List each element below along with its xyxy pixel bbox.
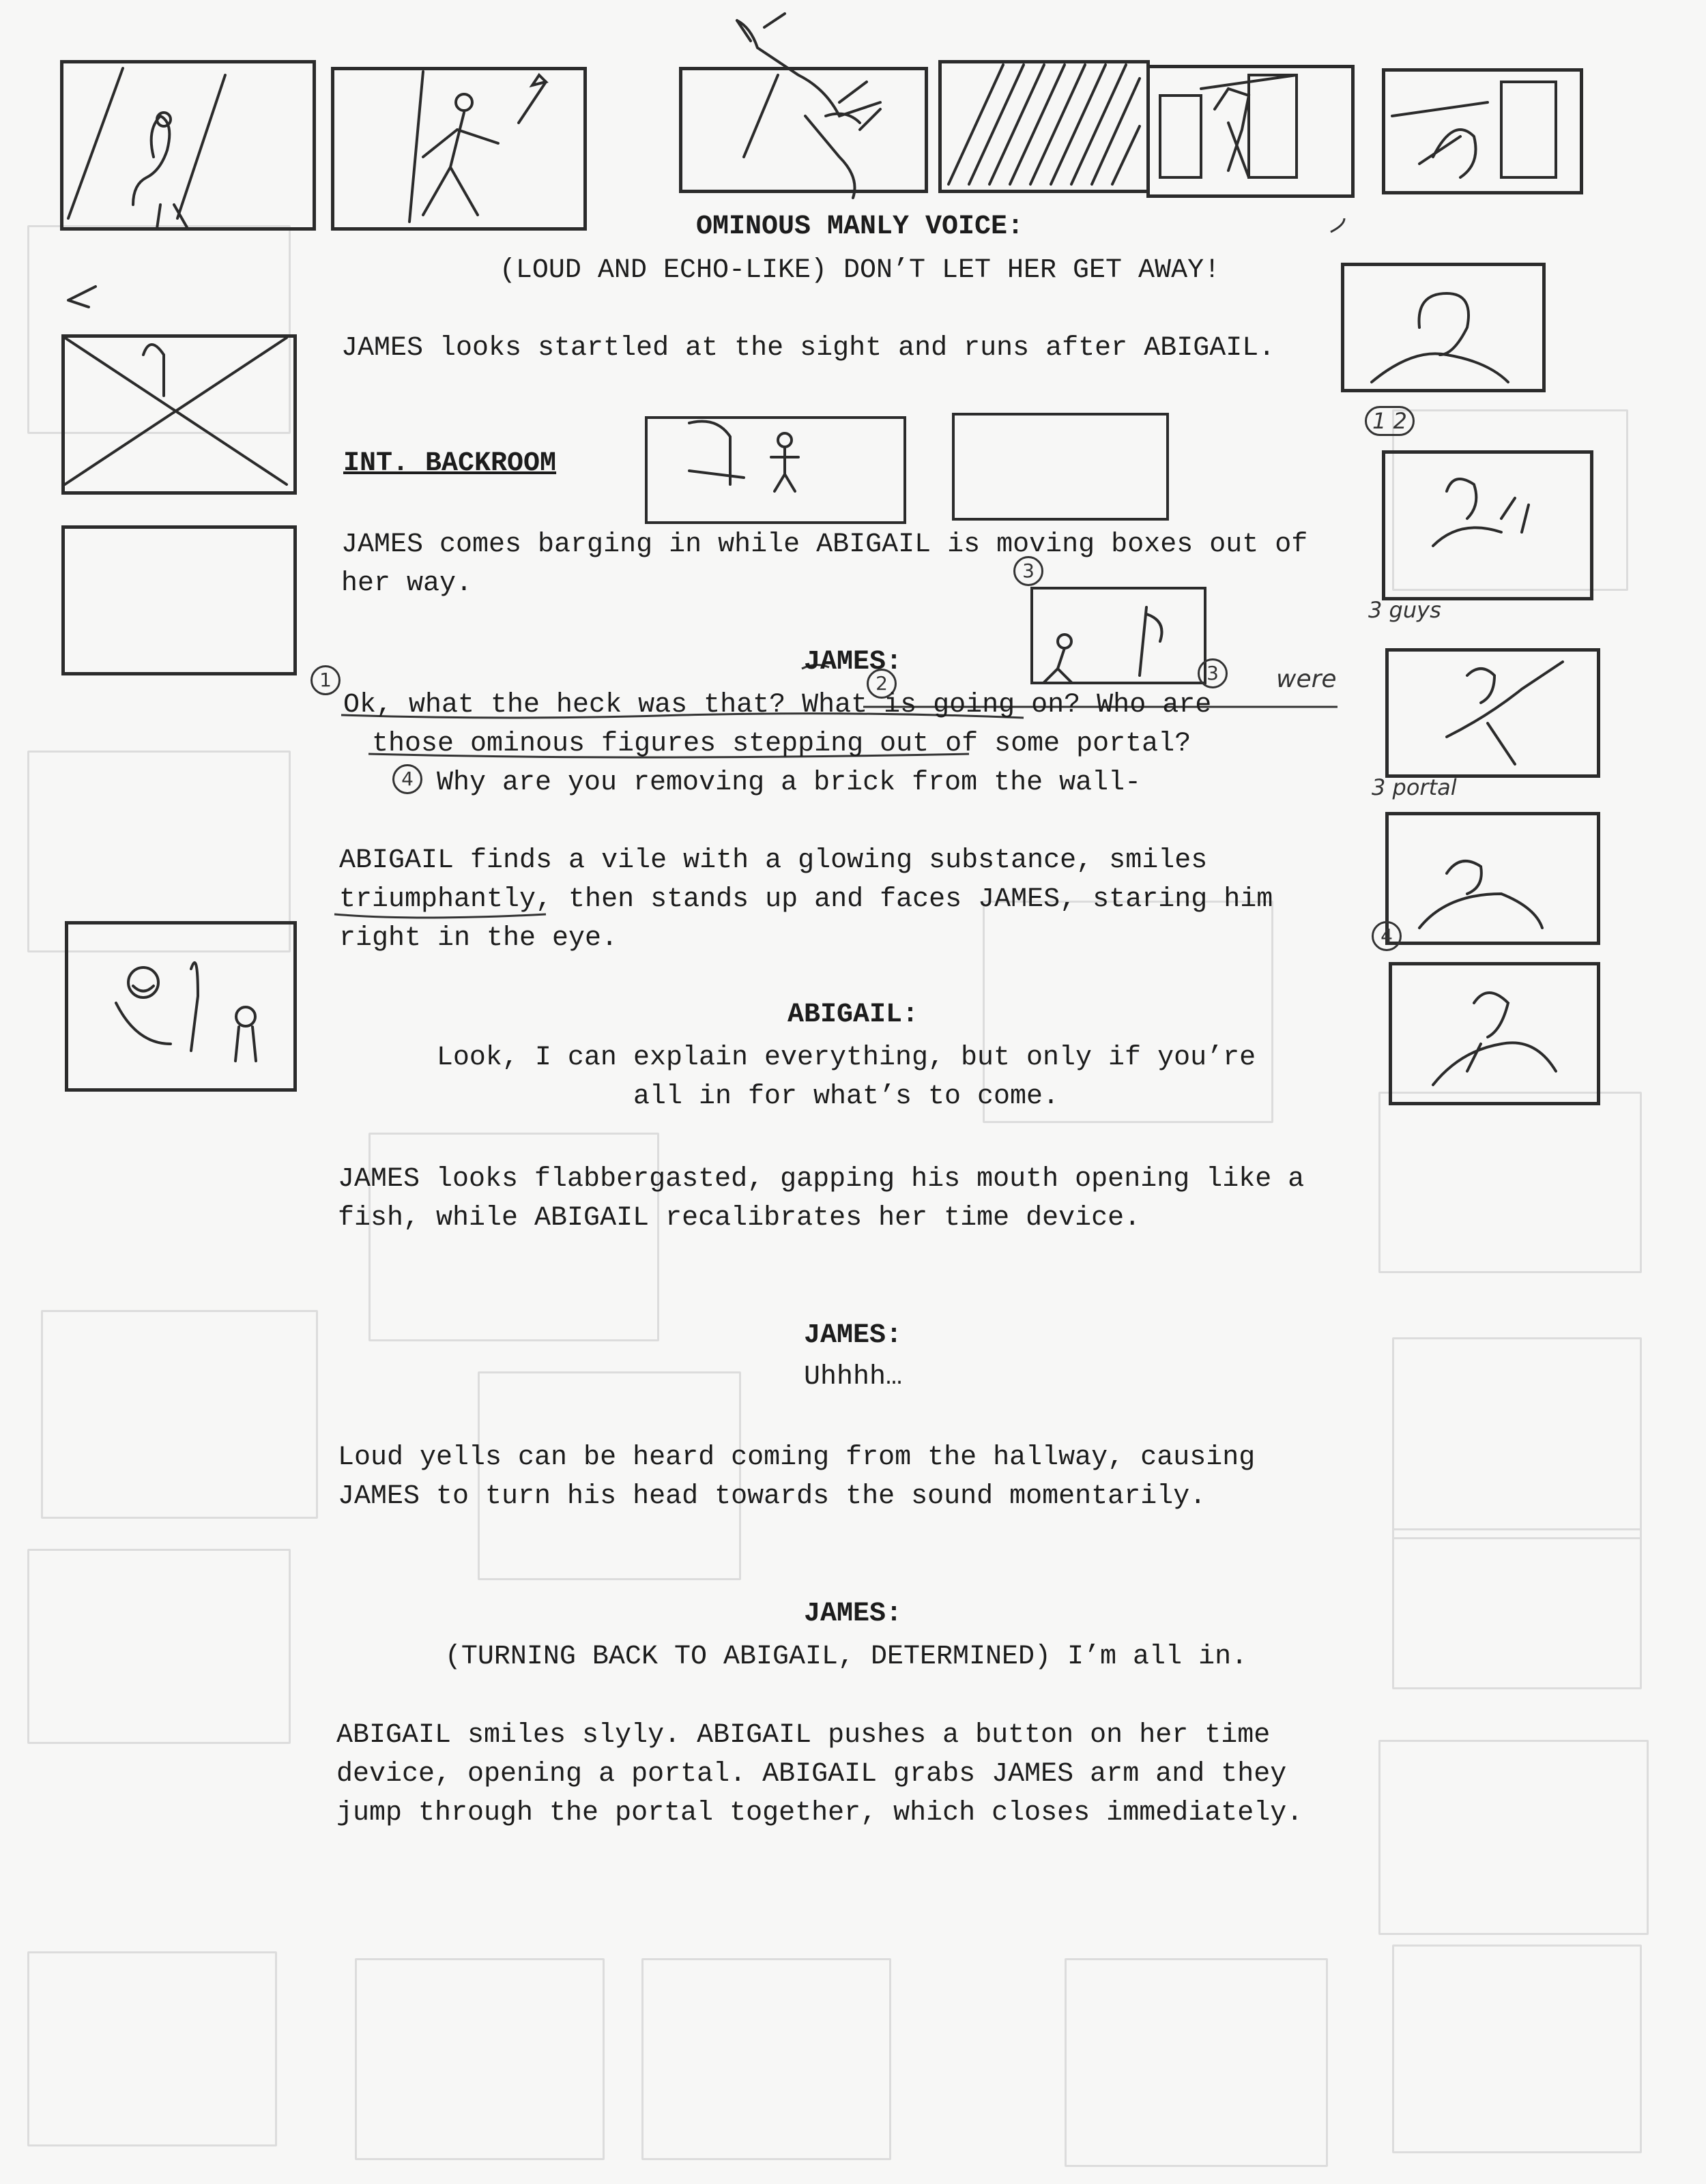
dialogue: (TURNING BACK TO ABIGAIL, DETERMINED) I’m all in. [444, 1642, 1248, 1672]
character-name: JAMES: [803, 1599, 903, 1629]
annotation-number: 4 [1372, 921, 1402, 951]
annotation-number: 2 [867, 669, 897, 699]
action-line: JAMES comes barging in while ABIGAIL is moving boxes out of her way. [341, 529, 1308, 599]
character-name: JAMES: [803, 647, 903, 678]
annotation-number: 3 [1013, 556, 1043, 586]
action-line: JAMES looks flabbergasted, gapping his mouth opening like a fish, while ABIGAIL recalibrates her time device. [338, 1164, 1305, 1234]
dialogue: Ok, what the heck was that? What is going on? Who are [343, 690, 1212, 720]
dialogue: (LOUD AND ECHO-LIKE) DON’T LET HER GET AWAY! [499, 255, 1221, 286]
annotation-number: 3 [1198, 658, 1228, 688]
dialogue: Uhhhh… [803, 1362, 903, 1393]
annotation-number: 4 [392, 764, 422, 794]
annotation-number: 1 [310, 665, 341, 695]
scene-heading: INT. BACKROOM [343, 448, 557, 479]
annotation-were: were [1276, 665, 1337, 693]
annotation-guys: 3 guys [1368, 597, 1441, 623]
action-line: JAMES looks startled at the sight and runs after ABIGAIL. [341, 333, 1275, 364]
action-line: ABIGAIL smiles slyly. ABIGAIL pushes a button on her time device, opening a portal. ABIGAIL grabs JAMES arm and they jump through the portal together, which closes immediately. [336, 1720, 1303, 1829]
dialogue: Look, I can explain everything, but only if you’re [436, 1043, 1256, 1073]
character-name: OMINOUS MANLY VOICE: [695, 212, 1024, 242]
annotation-frame-numbers: 1 2 [1365, 406, 1415, 436]
character-name: ABIGAIL: [787, 1000, 919, 1030]
character-name: JAMES: [803, 1320, 903, 1351]
dialogue: all in for what’s to come. [633, 1081, 1060, 1112]
dialogue: those ominous figures stepping out of some portal? [372, 729, 1191, 759]
action-line: ABIGAIL finds a vile with a glowing substance, smiles triumphantly, then stands up and faces JAMES, staring him right in the eye. [339, 845, 1273, 954]
action-line: Loud yells can be heard coming from the hallway, causing JAMES to turn his head towards the sound momentarily. [338, 1442, 1256, 1512]
annotation-portal: 3 portal [1372, 774, 1457, 800]
dialogue: Why are you removing a brick from the wall- [437, 768, 1142, 798]
